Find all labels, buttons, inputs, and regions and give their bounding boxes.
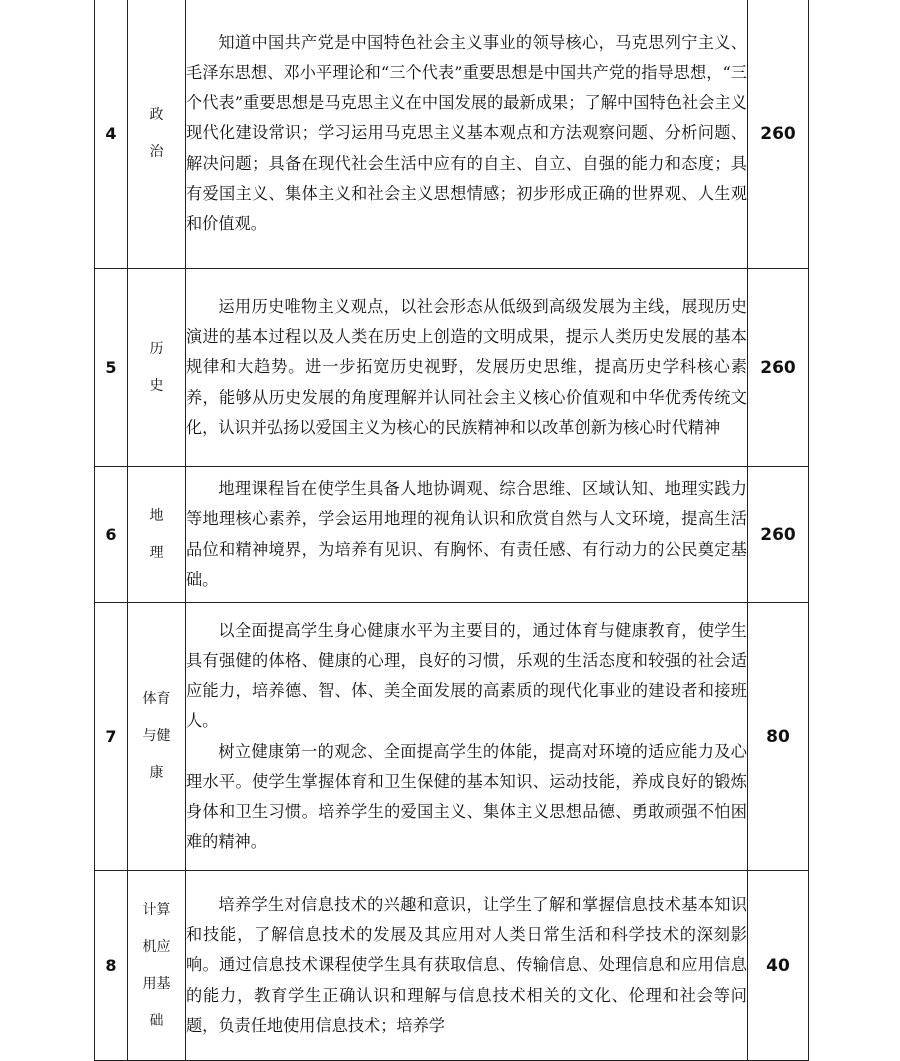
class-hours: 80	[748, 603, 809, 871]
row-number: 4	[95, 0, 128, 269]
subject-line: 史	[149, 377, 164, 394]
description-paragraph: 培养学生对信息技术的兴趣和意识，让学生了解和掌握信息技术基本知识和技能，了解信息技术的发展及其应用对人类日常生活和科学技术的深刻影响。通过信息技术课程使学生具有获取信息、传输信息、处理信息和应用信息的能力，教育学生正确认识和理解与信息技术相关的文化、伦理和社会等问题，负责任地使用信息技术；培养学	[186, 894, 747, 1035]
subject-name	[128, 603, 186, 871]
row-number: 6	[95, 467, 128, 603]
subject-line: 机应	[142, 938, 171, 955]
subject-line: 础	[149, 1012, 164, 1029]
row-number: 8	[95, 871, 128, 1061]
description-paragraph: 运用历史唯物主义观点，以社会形态从低级到高级发展为主线，展现历史演进的基本过程以及人类在历史上创造的文明成果，提示人类历史发展的基本规律和大趋势。进一步拓宽历史视野，发展历史思维，提高历史学科核心素养，能够从历史发展的角度理解并认同社会主义核心价值观和中华优秀传统文化，认识并弘扬以爱国主义为核心的民族精神和以改革创新为核心时代精神	[186, 296, 747, 437]
table-row	[95, 269, 809, 467]
subject-line: 康	[149, 765, 164, 781]
description-paragraph: 树立健康第一的观念、全面提高学生的体能，提高对环境的适应能力及心理水平。使学生掌握体育和卫生保健的基本知识、运动技能，养成良好的锻炼身体和卫生习惯。培养学生的爱国主义、集体主义思想品德、勇敢顽强不怕困难的精神。	[186, 741, 747, 852]
class-hours: 260	[748, 0, 809, 269]
subject-line: 治	[149, 143, 164, 160]
class-hours: 40	[748, 871, 809, 1061]
subject-line: 体育	[142, 691, 171, 707]
class-hours: 260	[748, 467, 809, 603]
subject-line: 政	[149, 106, 164, 123]
subject-name	[128, 0, 186, 269]
subject-line: 地	[149, 507, 164, 524]
subject-name	[128, 467, 186, 603]
course-description	[186, 603, 748, 871]
subject-name	[128, 269, 186, 467]
course-description	[186, 467, 748, 603]
table-row	[95, 467, 809, 603]
subject-line: 历	[149, 340, 164, 357]
subject-line: 与健	[142, 728, 171, 744]
table-row	[95, 871, 809, 1061]
course-description	[186, 269, 748, 467]
table-row	[95, 603, 809, 871]
row-number: 5	[95, 269, 128, 467]
course-description	[186, 871, 748, 1061]
class-hours: 260	[748, 269, 809, 467]
row-number: 7	[95, 603, 128, 871]
description-paragraph: 知道中国共产党是中国特色社会主义事业的领导核心，马克思列宁主义、毛泽东思想、邓小平理论和“三个代表”重要思想是中国共产党的指导思想，“三个代表”重要思想是马克思主义在中国发展的最新成果；了解中国特色社会主义现代化建设常识；学习运用马克思主义基本观点和方法观察问题、分析问题、解决问题；具备在现代社会生活中应有的自主、自立、自强的能力和态度；具有爱国主义、集体主义和社会主义思想情感；初步形成正确的世界观、人生观和价值观。	[186, 32, 747, 233]
curriculum-table	[94, 0, 809, 1061]
subject-line: 用基	[142, 975, 171, 992]
course-description	[186, 0, 748, 269]
table-row	[95, 0, 809, 269]
description-paragraph: 以全面提高学生身心健康水平为主要目的，通过体育与健康教育，使学生具有强健的体格、健康的心理，良好的习惯，乐观的生活态度和较强的社会适应能力，培养德、智、体、美全面发展的高素质的现代化事业的建设者和接班人。	[186, 620, 747, 731]
subject-name	[128, 871, 186, 1061]
subject-line: 理	[149, 544, 164, 561]
description-paragraph: 地理课程旨在使学生具备人地协调观、综合思维、区域认知、地理实践力等地理核心素养，学会运用地理的视角认识和欣赏自然与人文环境，提高生活品位和精神境界，为培养有见识、有胸怀、有责任感、有行动力的公民奠定基础。	[186, 479, 747, 589]
subject-line: 计算	[142, 901, 171, 918]
